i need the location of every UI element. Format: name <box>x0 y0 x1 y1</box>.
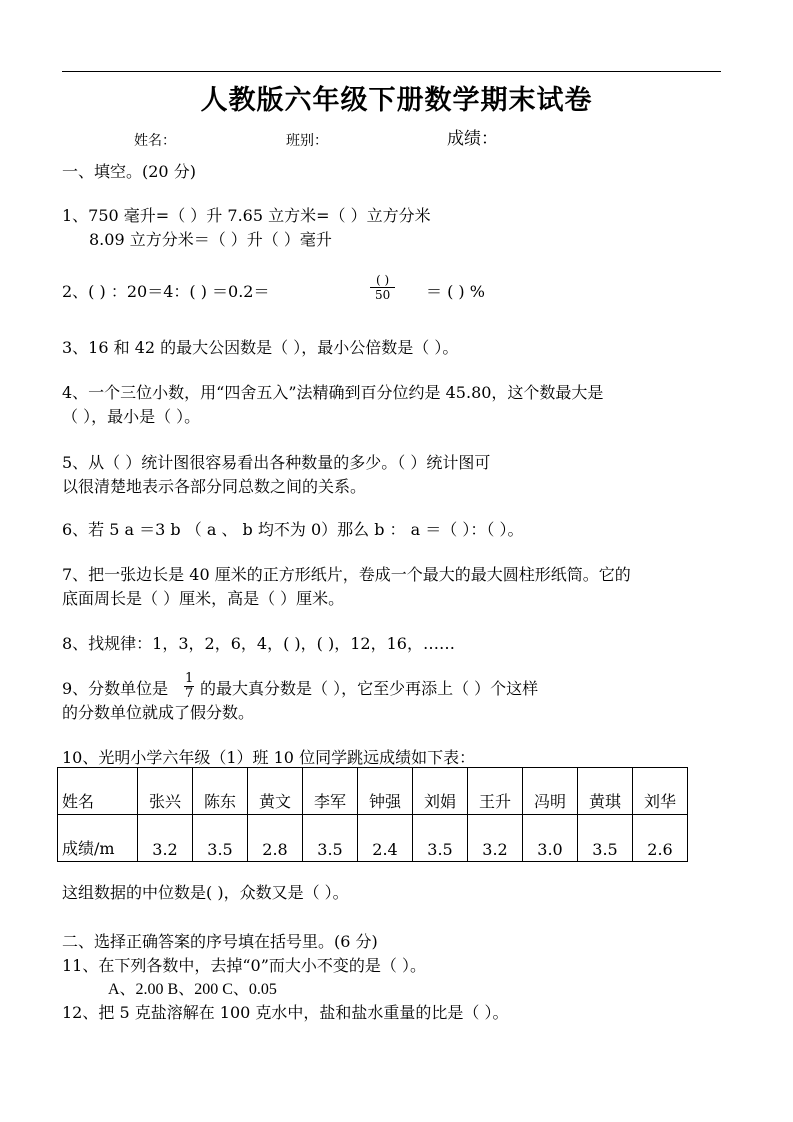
student-name: 刘华 <box>633 768 688 815</box>
student-name: 王升 <box>468 768 523 815</box>
question-8: 8、找规律：1，3，2，6，4，( )，( )，12，16，…… <box>62 634 455 653</box>
student-score: 3.5 <box>413 815 468 862</box>
question-3: 3、16 和 42 的最大公因数是（ ），最小公倍数是（ ）。 <box>62 338 459 357</box>
table-header-name: 姓名 <box>58 768 138 815</box>
question-2-fraction-numerator: ( ) <box>370 273 395 288</box>
question-9-part-2: 的最大真分数是（ ），它至少再添上（ ）个这样 <box>200 679 539 698</box>
question-5-line-2: 以很清楚地表示各部分同总数之间的关系。 <box>62 477 367 496</box>
question-10: 10、光明小学六年级（1）班 10 位同学跳远成绩如下表： <box>62 748 476 767</box>
question-7-line-2: 底面周长是（ ）厘米，高是（ ）厘米。 <box>62 589 345 608</box>
section-fill-heading: 一、填空。(20 分) <box>62 162 196 181</box>
student-score: 3.5 <box>578 815 633 862</box>
question-7-line-1: 7、把一张边长是 40 厘米的正方形纸片，卷成一个最大的最大圆柱形纸筒。它的 <box>62 565 631 584</box>
student-name: 黄文 <box>248 768 303 815</box>
question-6: 6、若 5 a ＝3 b （ a 、 b 均不为 0）那么 b ： a ＝（ ）：（ ）。 <box>62 520 524 539</box>
question-1-line-2: 8.09 立方分米＝（ ）升（ ）毫升 <box>89 230 332 249</box>
student-name: 黄琪 <box>578 768 633 815</box>
student-name: 刘娟 <box>413 768 468 815</box>
question-2-part-1: 2、( ) ：20＝4：( ) ＝0.2＝ <box>62 282 270 301</box>
question-2-part-2: ＝ ( ) % <box>426 282 485 301</box>
table-row-scores <box>58 815 688 862</box>
question-9-fraction <box>184 672 194 701</box>
student-score: 2.6 <box>633 815 688 862</box>
name-label: 姓名： <box>134 133 176 149</box>
student-name: 陈东 <box>193 768 248 815</box>
student-score: 3.0 <box>523 815 578 862</box>
question-9-line-2: 的分数单位就成了假分数。 <box>62 703 255 722</box>
question-9-part-1: 9、分数单位是 <box>62 679 169 698</box>
student-score: 2.8 <box>248 815 303 862</box>
student-score: 3.5 <box>303 815 358 862</box>
question-1-line-1: 1、750 毫升=（ ）升 7.65 立方米=（ ）立方分米 <box>62 206 431 225</box>
question-4-line-1: 4、一个三位小数，用“四舍五入”法精确到百分位约是 45.80，这个数最大是 <box>62 383 604 402</box>
student-name: 李军 <box>303 768 358 815</box>
question-11-options: A、2.00 B、200 C、0.05 <box>108 981 277 998</box>
question-9-fraction-numerator: 1 <box>185 671 194 686</box>
question-12: 12、把 5 克盐溶解在 100 克水中，盐和盐水重量的比是（ ）。 <box>62 1003 509 1022</box>
question-2-fraction-denominator: 50 <box>374 288 391 302</box>
score-label: 成绩： <box>447 129 498 149</box>
question-11: 11、在下列各数中，去掉“0”而大小不变的是（ ）。 <box>62 956 426 975</box>
question-2-fraction <box>370 273 395 302</box>
question-10-followup: 这组数据的中位数是( )，众数又是（ ）。 <box>62 883 349 902</box>
student-score: 2.4 <box>358 815 413 862</box>
student-score: 3.2 <box>468 815 523 862</box>
page-title: 人教版六年级下册数学期末试卷 <box>200 85 593 116</box>
student-score: 3.2 <box>138 815 193 862</box>
table-row-names <box>58 768 688 815</box>
section-choice-heading: 二、选择正确答案的序号填在括号里。(6 分) <box>62 932 378 951</box>
jump-scores-table <box>57 767 688 862</box>
class-label: 班别： <box>286 133 328 149</box>
student-name: 钟强 <box>358 768 413 815</box>
table-header-score: 成绩/m <box>58 815 138 862</box>
student-name: 张兴 <box>138 768 193 815</box>
student-name: 冯明 <box>523 768 578 815</box>
question-9-fraction-denominator: 7 <box>185 686 194 701</box>
question-5-line-1: 5、从（ ）统计图很容易看出各种数量的多少。（ ）统计图可 <box>62 453 491 472</box>
question-4-line-2: （ ），最小是（ ）。 <box>62 407 201 426</box>
header-rule <box>62 71 721 72</box>
student-score: 3.5 <box>193 815 248 862</box>
